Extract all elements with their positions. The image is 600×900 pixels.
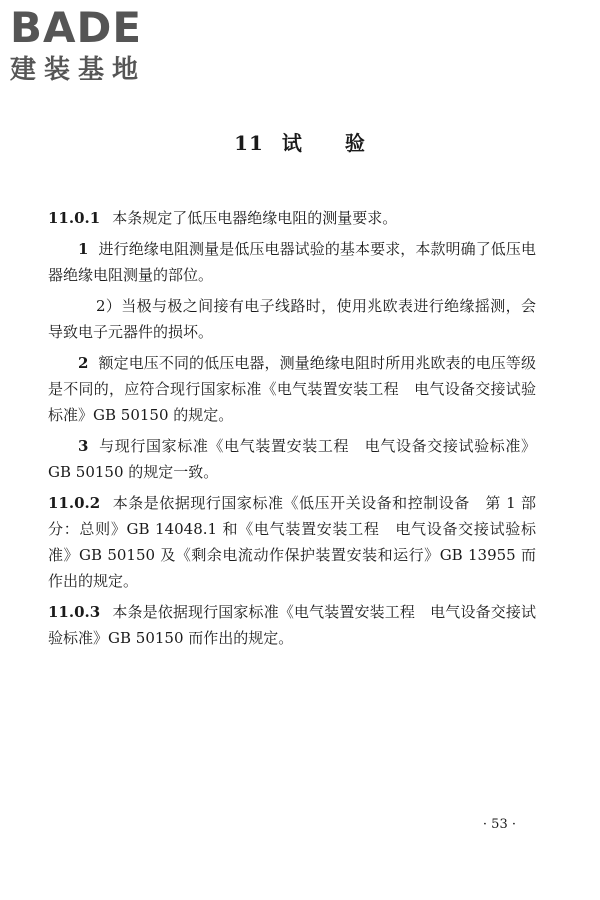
item-number: 2 (78, 354, 89, 372)
bade-logo (10, 3, 175, 90)
clause-number: 11.0.1 (48, 209, 101, 227)
item-number: 1 (78, 240, 89, 258)
section-number: 11 (234, 131, 264, 155)
clause-number: 11.0.3 (48, 603, 101, 621)
logo-subtitle: 建装基地 (10, 55, 147, 85)
clause-item (48, 236, 536, 288)
section-title-char-1: 试 (281, 131, 303, 155)
item-text: 与现行国家标准《电气装置安装工程 电气设备交接试验标准》GB 50150 的规定一致。 (48, 437, 536, 481)
item-text: 进行绝缘电阻测量是低压电器试验的基本要求，本款明确了低压电器绝缘电阻测量的部位。 (48, 240, 536, 284)
subitem-text: 2）当极与极之间接有电子线路时，使用兆欧表进行绝缘摇测，会导致电子元器件的损坏。 (48, 297, 536, 341)
clause-item (48, 350, 536, 428)
clause-number: 11.0.2 (48, 494, 101, 512)
clause-11-0-3 (48, 599, 536, 651)
clause-11-0-2 (48, 490, 536, 594)
section-body (48, 205, 536, 651)
page-number: · 53 · (482, 817, 516, 832)
clause-text: 本条是依据现行国家标准《低压开关设备和控制设备 第 1 部分：总则》GB 14048.1 和《电气装置安装工程 电气设备交接试验标准》GB 50150 及《剩余电流动作保护装置安装和运行》GB 13955 而作出的规定。 (48, 494, 536, 590)
clause-item (48, 433, 536, 485)
item-text: 额定电压不同的低压电器，测量绝缘电阻时所用兆欧表的电压等级是不同的，应符合现行国家标准《电气装置安装工程 电气设备交接试验标准》GB 50150 的规定。 (48, 354, 536, 424)
clause-subitem (48, 293, 536, 345)
clause-text: 本条是依据现行国家标准《电气装置安装工程 电气设备交接试验标准》GB 50150 而作出的规定。 (48, 603, 536, 647)
logo-wordmark: BADE (10, 3, 143, 52)
section-title-char-2: 验 (344, 131, 366, 155)
clause-11-0-1 (48, 205, 536, 231)
item-number: 3 (78, 437, 89, 455)
section-title (0, 128, 600, 158)
clause-text: 本条规定了低压电器绝缘电阻的测量要求。 (112, 209, 398, 227)
